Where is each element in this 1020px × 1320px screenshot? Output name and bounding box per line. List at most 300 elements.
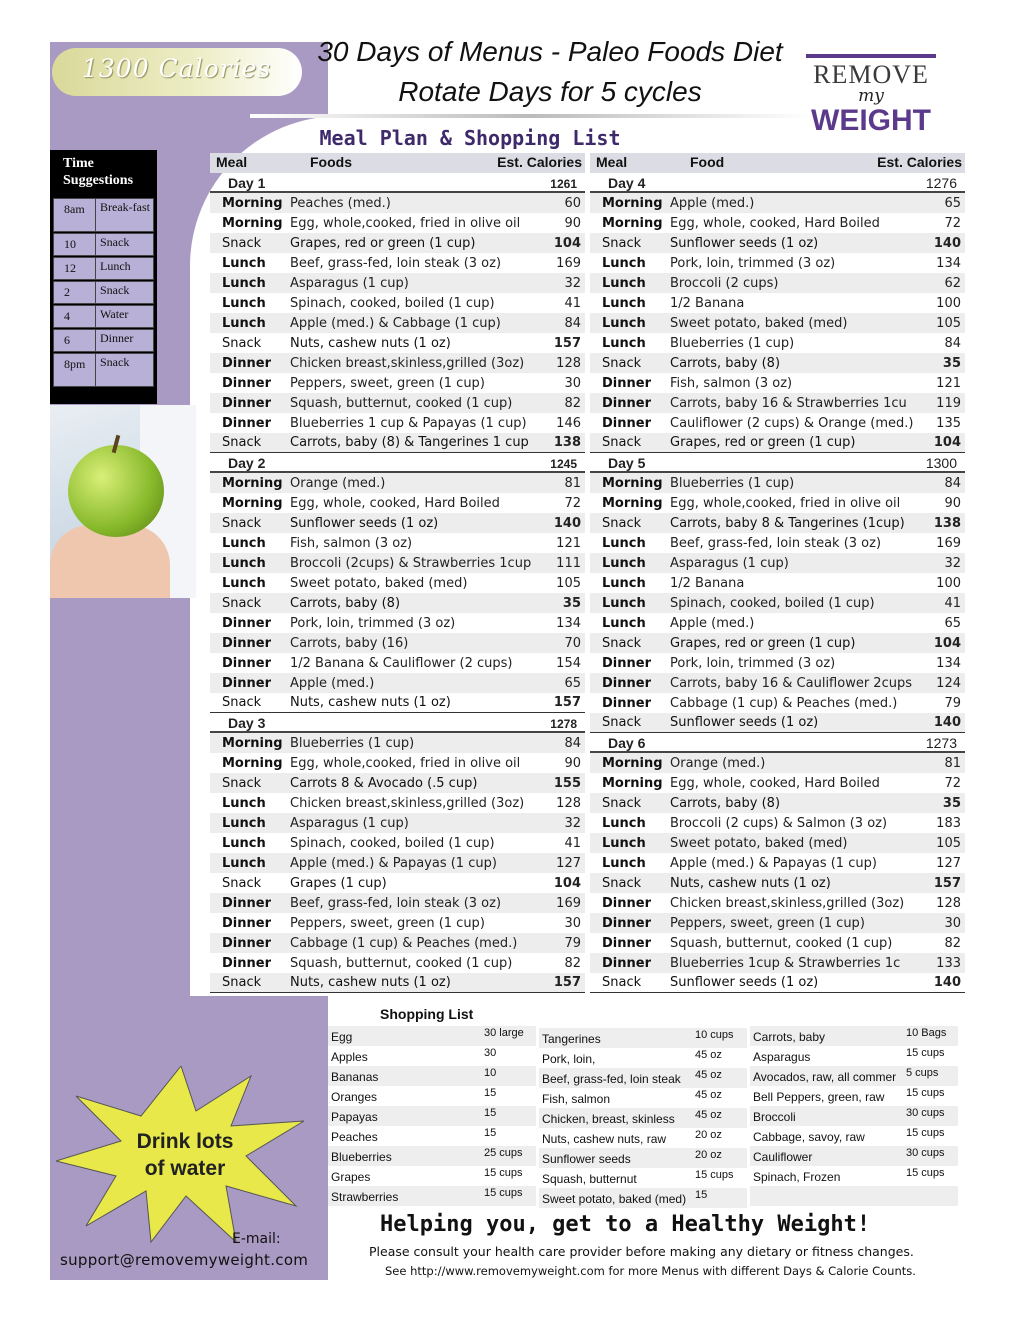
meal-row — [590, 353, 965, 373]
meal-row — [210, 573, 585, 593]
food-item: Sweet potato, baked (med) — [670, 835, 848, 851]
calorie-value: 84 — [944, 335, 961, 351]
meal-type: Dinner — [602, 675, 651, 691]
calorie-value: 82 — [564, 395, 581, 411]
meal-type: Lunch — [222, 855, 266, 871]
meal-row — [590, 693, 965, 713]
shopping-item — [750, 1146, 958, 1166]
calorie-value: 105 — [936, 315, 961, 331]
meal-row — [590, 933, 965, 953]
meal-type: Lunch — [602, 315, 646, 331]
meal-row — [210, 313, 585, 333]
food-item: Pork, loin, trimmed (3 oz) — [670, 655, 836, 671]
meal-row — [210, 653, 585, 673]
meal-type: Lunch — [222, 575, 266, 591]
calorie-value: 90 — [564, 215, 581, 231]
remove-my-weight-logo — [806, 50, 936, 142]
meal-type: Lunch — [602, 815, 646, 831]
meal-type: Morning — [222, 475, 283, 491]
meal-row — [210, 473, 585, 493]
food-item: Apple (med.) — [670, 615, 755, 631]
food-item: Blueberries (1 cup) — [290, 735, 415, 751]
meal-type: Dinner — [222, 655, 271, 671]
food-item: Carrots, baby 8 & Tangerines (1cup) — [670, 515, 905, 531]
shopping-item-name: Asparagus — [753, 1050, 811, 1064]
meal-type: Dinner — [222, 415, 271, 431]
time-row — [53, 353, 154, 387]
food-item: Apple (med.) — [670, 195, 755, 211]
meal-row — [210, 693, 585, 713]
time-activity: Break-fast — [100, 200, 150, 214]
food-item: Carrots, baby (8) — [670, 355, 781, 371]
meal-type: Dinner — [222, 935, 271, 951]
meal-type: Lunch — [602, 855, 646, 871]
time-activity: Snack — [100, 283, 130, 297]
calorie-value: 104 — [933, 635, 961, 651]
meal-type: Lunch — [222, 835, 266, 851]
day-block — [590, 453, 965, 733]
meal-row — [210, 233, 585, 253]
calorie-value: 146 — [556, 415, 581, 431]
shopping-item-name: Papayas — [331, 1110, 378, 1124]
time-value: 12 — [54, 258, 96, 279]
website-note: See http://www.removemyweight.com for more Menus with different Days & Calorie Counts. — [385, 1264, 916, 1278]
time-activity: Water — [100, 307, 129, 321]
calorie-value: 81 — [564, 475, 581, 491]
shopping-item — [328, 1186, 536, 1206]
meal-row — [210, 873, 585, 893]
shopping-item-name: Pork, loin, — [542, 1052, 596, 1066]
meal-row — [210, 893, 585, 913]
time-row — [53, 233, 154, 256]
calorie-badge-text: 1300 Calories — [82, 54, 272, 83]
calorie-value: 119 — [936, 395, 961, 411]
meal-type: Snack — [222, 435, 262, 450]
shopping-item-name: Avocados, raw, all commer — [753, 1070, 897, 1084]
meal-row — [210, 733, 585, 753]
meal-type: Dinner — [602, 375, 651, 391]
shopping-item-qty: 20 oz — [695, 1149, 722, 1161]
food-item: Spinach, cooked, boiled (1 cup) — [290, 835, 495, 851]
meal-type: Morning — [222, 735, 283, 751]
food-item: 1/2 Banana — [670, 575, 745, 591]
calorie-value: 90 — [564, 755, 581, 771]
meal-type: Morning — [602, 775, 663, 791]
calorie-value: 157 — [553, 695, 581, 710]
meal-row — [590, 633, 965, 653]
food-item: Carrots, baby 16 & Cauliflower 2cups — [670, 675, 912, 691]
callout-line-1: Drink lots — [136, 1130, 234, 1153]
food-item: 1/2 Banana & Cauliflower (2 cups) — [290, 655, 513, 671]
day-label: Day 3 — [228, 715, 266, 731]
shopping-item — [750, 1186, 958, 1206]
food-item: Sweet potato, baked (med) — [290, 575, 468, 591]
apple-in-hand-photo — [50, 405, 196, 598]
shopping-item-qty: 15 — [484, 1127, 497, 1139]
meal-row — [590, 193, 965, 213]
shopping-item — [539, 1028, 747, 1048]
food-item: Carrots, baby (8) — [290, 595, 401, 611]
shopping-item-qty: 15 cups — [906, 1167, 945, 1179]
meal-row — [210, 333, 585, 353]
meal-type: Morning — [222, 755, 283, 771]
day-total: 1300 — [925, 455, 957, 471]
meal-row — [210, 353, 585, 373]
food-item: Chicken breast,skinless,grilled (3oz) — [290, 795, 525, 811]
calorie-value: 135 — [936, 415, 961, 431]
meal-row — [590, 233, 965, 253]
food-item: Grapes, red or green (1 cup) — [670, 635, 856, 651]
shopping-item-name: Cabbage, savoy, raw — [753, 1130, 865, 1144]
logo-bar — [806, 54, 936, 58]
food-item: Beef, grass-fed, loin steak (3 oz) — [290, 895, 502, 911]
shopping-item-qty: 5 cups — [906, 1067, 939, 1079]
meal-type: Dinner — [602, 935, 651, 951]
day-total: 1245 — [550, 457, 577, 471]
calorie-value: 79 — [944, 695, 961, 711]
food-item: Chicken breast,skinless,grilled (3oz) — [290, 355, 525, 371]
day-heading — [590, 733, 965, 753]
calorie-value: 105 — [556, 575, 581, 591]
header-food: Food — [690, 154, 725, 170]
shopping-item — [539, 1128, 747, 1148]
meal-row — [590, 313, 965, 333]
shopping-item-name: Sweet potato, baked (med) — [542, 1192, 687, 1206]
meal-type: Dinner — [602, 915, 651, 931]
email-link[interactable]: support@removemyweight.com — [60, 1251, 309, 1269]
meal-type: Lunch — [602, 295, 646, 311]
shopping-item-qty: 15 cups — [906, 1087, 945, 1099]
meal-row — [590, 213, 965, 233]
calorie-value: 41 — [564, 295, 581, 311]
day-block — [210, 453, 585, 713]
meal-type: Snack — [602, 715, 642, 730]
food-item: Egg, whole,cooked, fried in olive oil — [670, 495, 901, 511]
food-item: Broccoli (2 cups) — [670, 275, 779, 291]
meal-type: Dinner — [222, 615, 271, 631]
meal-row — [590, 753, 965, 773]
time-value: 6 — [54, 330, 96, 351]
meal-row — [210, 213, 585, 233]
meal-row — [590, 873, 965, 893]
shopping-item-name: Bell Peppers, green, raw — [753, 1090, 885, 1104]
meal-type: Lunch — [602, 255, 646, 271]
meal-row — [590, 333, 965, 353]
calorie-value: 127 — [556, 855, 581, 871]
food-item: Spinach, cooked, boiled (1 cup) — [290, 295, 495, 311]
shopping-item — [539, 1088, 747, 1108]
meal-type: Dinner — [222, 635, 271, 651]
meal-row — [590, 513, 965, 533]
meal-row — [210, 913, 585, 933]
time-row — [53, 257, 154, 280]
shopping-item-name: Fish, salmon — [542, 1092, 611, 1106]
meal-type: Morning — [602, 495, 663, 511]
meal-row — [590, 833, 965, 853]
calorie-value: 72 — [944, 215, 961, 231]
meal-row — [210, 673, 585, 693]
shopping-item-qty: 45 oz — [695, 1089, 722, 1101]
meal-row — [590, 893, 965, 913]
shopping-item-name — [750, 1186, 904, 1206]
day-block — [210, 173, 585, 453]
meal-type: Dinner — [602, 955, 651, 971]
day-total: 1261 — [550, 177, 577, 191]
callout-line-2: of water — [144, 1157, 226, 1180]
meal-type: Dinner — [222, 895, 271, 911]
header-meal: Meal — [596, 154, 628, 170]
calorie-value: 100 — [936, 575, 961, 591]
meal-type: Snack — [602, 235, 642, 251]
meal-row — [590, 493, 965, 513]
meal-type: Morning — [222, 495, 283, 511]
food-item: Cauliflower (2 cups) & Orange (med.) — [670, 415, 914, 431]
meal-row — [210, 753, 585, 773]
meal-row — [210, 433, 585, 453]
calorie-value: 133 — [936, 955, 961, 971]
food-item: Sunflower seeds (1 oz) — [670, 715, 819, 730]
meal-type: Snack — [222, 595, 262, 611]
shopping-column — [328, 1026, 536, 1206]
meal-row — [210, 513, 585, 533]
shopping-item-qty: 30 cups — [906, 1147, 945, 1159]
food-item: Asparagus (1 cup) — [670, 555, 789, 571]
green-apple-icon — [68, 445, 164, 537]
meal-row — [210, 533, 585, 553]
food-item: Egg, whole, cooked, Hard Boiled — [670, 215, 880, 231]
food-item: Apple (med.) & Papayas (1 cup) — [290, 855, 497, 871]
calorie-value: 124 — [936, 675, 961, 691]
meal-row — [590, 533, 965, 553]
calorie-value: 35 — [562, 595, 581, 611]
food-item: Asparagus (1 cup) — [290, 275, 409, 291]
calorie-value: 104 — [553, 875, 581, 891]
meal-type: Lunch — [222, 795, 266, 811]
food-item: Cabbage (1 cup) & Peaches (med.) — [290, 935, 518, 951]
meal-row — [210, 553, 585, 573]
shopping-item-qty: 20 oz — [695, 1129, 722, 1141]
food-item: Orange (med.) — [670, 755, 766, 771]
shopping-item-name: Strawberries — [331, 1190, 399, 1204]
shopping-list-title: Shopping List — [380, 1006, 474, 1022]
meal-row — [210, 633, 585, 653]
food-item: Fish, salmon (3 oz) — [290, 535, 413, 551]
calorie-value: 134 — [936, 255, 961, 271]
day-block — [590, 733, 965, 993]
meal-type: Snack — [602, 795, 642, 811]
meal-row — [210, 973, 585, 993]
meal-type: Snack — [602, 435, 642, 450]
calorie-badge — [52, 48, 302, 96]
shopping-item-qty: 15 — [695, 1189, 708, 1201]
food-item: Carrots, baby (8) & Tangerines 1 cup — [290, 435, 529, 450]
food-item: Spinach, cooked, boiled (1 cup) — [670, 595, 875, 611]
calorie-value: 65 — [564, 675, 581, 691]
calorie-value: 90 — [944, 495, 961, 511]
shopping-item — [750, 1046, 958, 1066]
meal-row — [590, 473, 965, 493]
day-heading — [210, 453, 585, 473]
meal-type: Morning — [222, 195, 283, 211]
shopping-item-qty: 25 cups — [484, 1147, 523, 1159]
shopping-item-qty: 15 cups — [484, 1167, 523, 1179]
table-header — [210, 153, 585, 173]
meal-type: Snack — [222, 975, 262, 990]
shopping-item — [539, 1188, 747, 1208]
calorie-value: 82 — [564, 955, 581, 971]
meal-row — [210, 773, 585, 793]
meal-row — [590, 673, 965, 693]
shopping-item — [750, 1106, 958, 1126]
calorie-value: 138 — [553, 435, 581, 450]
shopping-item-qty: 10 — [484, 1067, 497, 1079]
header-calories: Est. Calories — [877, 154, 962, 170]
time-value: 10 — [54, 234, 96, 255]
food-item: Nuts, cashew nuts (1 oz) — [290, 695, 451, 710]
meal-row — [210, 933, 585, 953]
meal-type: Snack — [222, 335, 262, 351]
calorie-value: 128 — [556, 795, 581, 811]
calorie-value: 104 — [553, 235, 581, 251]
meal-row — [590, 653, 965, 673]
calorie-value: 62 — [944, 275, 961, 291]
day-heading — [590, 453, 965, 473]
shopping-item-qty: 15 — [484, 1087, 497, 1099]
shopping-item-name: Cauliflower — [753, 1150, 813, 1164]
meal-type: Lunch — [602, 535, 646, 551]
food-item: Nuts, cashew nuts (1 oz) — [670, 875, 831, 891]
meal-type: Dinner — [602, 895, 651, 911]
day-heading — [210, 713, 585, 733]
food-item: Blueberries (1 cup) — [670, 335, 795, 351]
calorie-value: 60 — [564, 195, 581, 211]
meal-type: Lunch — [222, 535, 266, 551]
shopping-item-name: Squash, butternut — [542, 1172, 637, 1186]
food-item: Broccoli (2cups) & Strawberries 1cup — [290, 555, 532, 571]
calorie-value: 157 — [553, 975, 581, 990]
meal-table-left — [210, 153, 585, 993]
food-item: Nuts, cashew nuts (1 oz) — [290, 975, 451, 990]
calorie-value: 140 — [933, 235, 961, 251]
calorie-value: 32 — [564, 275, 581, 291]
calorie-value: 121 — [556, 535, 581, 551]
meal-type: Morning — [602, 755, 663, 771]
header-calories: Est. Calories — [497, 154, 582, 170]
food-item: Apple (med.) & Papayas (1 cup) — [670, 855, 877, 871]
time-row — [53, 329, 154, 352]
meal-row — [210, 953, 585, 973]
meal-type: Dinner — [222, 675, 271, 691]
day-block — [210, 713, 585, 993]
food-item: Squash, butternut, cooked (1 cup) — [670, 935, 893, 951]
food-item: Blueberries 1cup & Strawberries 1c — [670, 955, 901, 971]
meal-type: Dinner — [222, 355, 271, 371]
shopping-item-name: Apples — [331, 1050, 368, 1064]
shopping-item-name: Sunflower seeds — [542, 1152, 631, 1166]
shopping-item-name: Egg — [331, 1030, 353, 1044]
meal-row — [590, 433, 965, 453]
page-subtitle: Rotate Days for 5 cycles — [398, 76, 702, 107]
food-item: Grapes, red or green (1 cup) — [670, 435, 856, 450]
shopping-item — [328, 1126, 536, 1146]
shopping-item — [539, 1148, 747, 1168]
calorie-value: 128 — [556, 355, 581, 371]
calorie-value: 138 — [933, 515, 961, 531]
food-item: Pork, loin, trimmed (3 oz) — [670, 255, 836, 271]
shopping-item — [328, 1166, 536, 1186]
food-item: Egg, whole, cooked, Hard Boiled — [290, 495, 500, 511]
meal-row — [590, 393, 965, 413]
food-item: Apple (med.) & Cabbage (1 cup) — [290, 315, 501, 331]
title-divider — [250, 114, 810, 118]
time-row — [53, 281, 154, 304]
calorie-value: 72 — [564, 495, 581, 511]
time-activity: Snack — [100, 355, 130, 369]
meal-row — [210, 373, 585, 393]
calorie-value: 65 — [944, 195, 961, 211]
calorie-value: 105 — [936, 835, 961, 851]
meal-row — [210, 833, 585, 853]
shopping-item — [539, 1068, 747, 1088]
meal-row — [210, 393, 585, 413]
calorie-value: 84 — [564, 315, 581, 331]
meal-type: Snack — [602, 515, 642, 531]
meal-type: Lunch — [222, 315, 266, 331]
food-item: Chicken breast,skinless,grilled (3oz) — [670, 895, 905, 911]
shopping-item-qty: 15 cups — [906, 1047, 945, 1059]
meal-row — [590, 373, 965, 393]
meal-type: Lunch — [222, 295, 266, 311]
food-item: Sweet potato, baked (med) — [670, 315, 848, 331]
shopping-item-qty: 45 oz — [695, 1069, 722, 1081]
meal-type: Snack — [222, 875, 262, 891]
day-label: Day 2 — [228, 455, 266, 471]
food-item: Squash, butternut, cooked (1 cup) — [290, 395, 513, 411]
calorie-value: 183 — [936, 815, 961, 831]
meal-row — [590, 973, 965, 993]
calorie-value: 41 — [564, 835, 581, 851]
shopping-item-name: Peaches — [331, 1130, 378, 1144]
food-item: Sunflower seeds (1 oz) — [670, 975, 819, 990]
day-total: 1278 — [550, 717, 577, 731]
meal-row — [210, 253, 585, 273]
shopping-column — [539, 1028, 747, 1208]
shopping-item — [328, 1026, 536, 1046]
meal-row — [590, 253, 965, 273]
meal-row — [590, 853, 965, 873]
page-title: 30 Days of Menus - Paleo Foods Diet — [317, 36, 783, 67]
shopping-item — [750, 1066, 958, 1086]
meal-row — [590, 773, 965, 793]
calorie-value: 169 — [556, 895, 581, 911]
meal-type: Lunch — [602, 275, 646, 291]
meal-type: Dinner — [222, 395, 271, 411]
food-item: Grapes (1 cup) — [290, 875, 387, 891]
meal-row — [590, 553, 965, 573]
meal-type: Dinner — [222, 955, 271, 971]
shopping-item — [328, 1046, 536, 1066]
meal-row — [210, 813, 585, 833]
meal-type: Morning — [602, 215, 663, 231]
shopping-item — [750, 1126, 958, 1146]
meal-type: Morning — [602, 195, 663, 211]
calorie-value: 84 — [944, 475, 961, 491]
meal-type: Snack — [602, 875, 642, 891]
shopping-item-qty: 10 cups — [695, 1029, 734, 1041]
meal-row — [590, 573, 965, 593]
shopping-item — [539, 1108, 747, 1128]
calorie-value: 30 — [564, 915, 581, 931]
